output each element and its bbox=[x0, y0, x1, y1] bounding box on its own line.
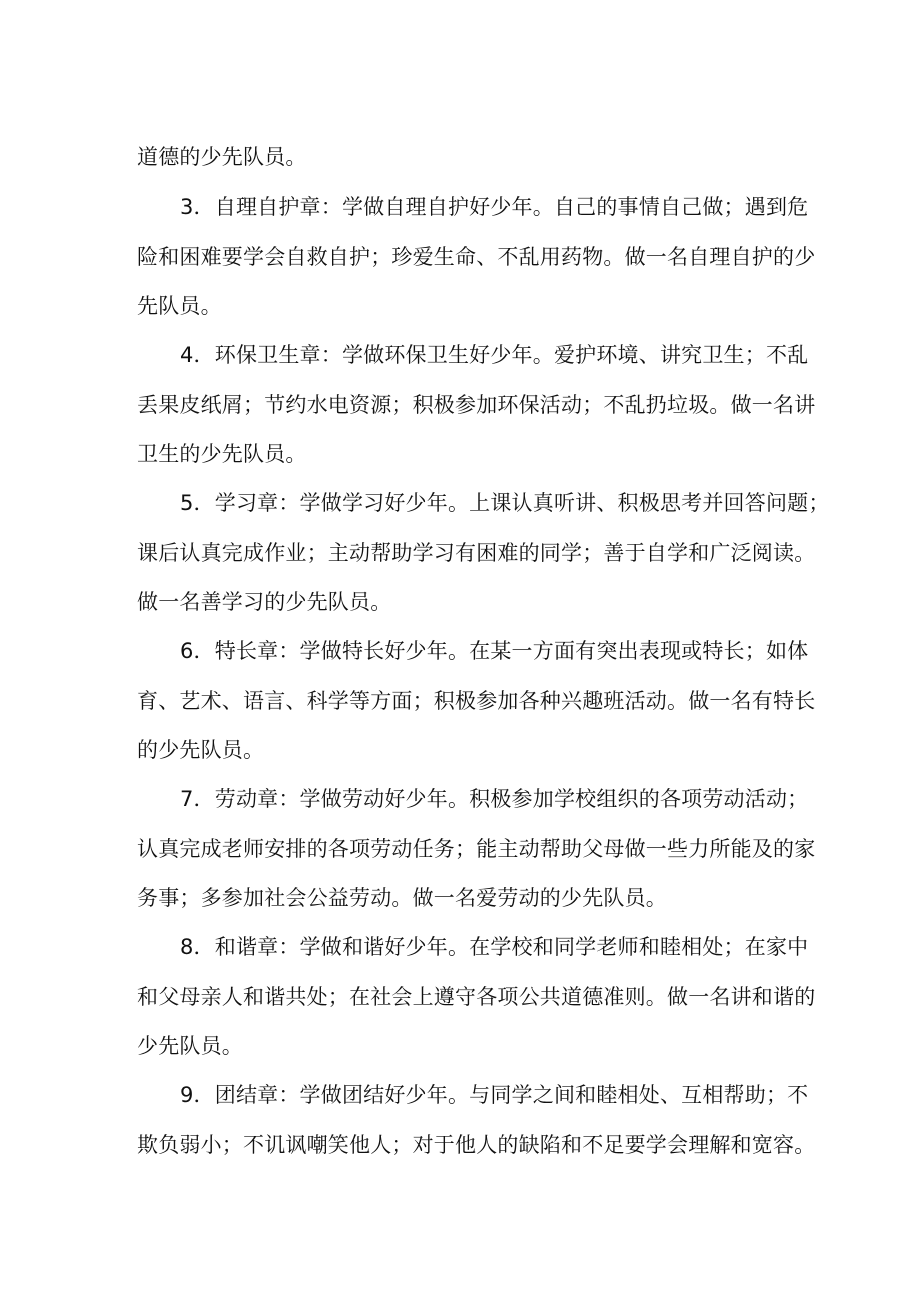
text-line: 少先队员。 bbox=[137, 1034, 243, 1058]
text-line: 课后认真完成作业；主动帮助学习有困难的同学；善于自学和广泛阅读。 bbox=[137, 541, 816, 565]
text-line: 欺负弱小；不讥讽嘲笑他人；对于他人的缺陷和不足要学会理解和宽容。 bbox=[137, 1133, 816, 1157]
text-line: 先队员。 bbox=[137, 294, 222, 318]
text-line: 3．自理自护章：学做自理自护好少年。自己的事情自己做；遇到危 bbox=[180, 195, 809, 219]
text-line: 务事；多参加社会公益劳动。做一名爱劳动的少先队员。 bbox=[137, 886, 667, 910]
text-line: 的少先队员。 bbox=[137, 738, 265, 762]
text-line: 认真完成老师安排的各项劳动任务；能主动帮助父母做一些力所能及的家 bbox=[137, 837, 816, 861]
text-line: 和父母亲人和谐共处；在社会上遵守各项公共道德准则。做一名讲和谐的 bbox=[137, 985, 816, 1009]
text-line: 8．和谐章：学做和谐好少年。在学校和同学老师和睦相处；在家中 bbox=[180, 935, 809, 959]
text-line: 育、艺术、语言、科学等方面；积极参加各种兴趣班活动。做一名有特长 bbox=[137, 689, 816, 713]
text-line: 做一名善学习的少先队员。 bbox=[137, 590, 392, 614]
text-line: 9．团结章：学做团结好少年。与同学之间和睦相处、互相帮助；不 bbox=[180, 1083, 809, 1107]
text-line: 丢果皮纸屑；节约水电资源；积极参加环保活动；不乱扔垃圾。做一名讲 bbox=[137, 393, 816, 417]
text-line: 5．学习章：学做学习好少年。上课认真听讲、积极思考并回答问题； bbox=[180, 491, 830, 515]
text-line: 6．特长章：学做特长好少年。在某一方面有突出表现或特长；如体 bbox=[180, 639, 809, 663]
text-line: 7．劳动章：学做劳动好少年。积极参加学校组织的各项劳动活动； bbox=[180, 787, 809, 811]
text-line: 4．环保卫生章：学做环保卫生好少年。爱护环境、讲究卫生；不乱 bbox=[180, 343, 809, 367]
text-line: 卫生的少先队员。 bbox=[137, 442, 307, 466]
text-line: 道德的少先队员。 bbox=[137, 145, 307, 169]
text-line: 险和困难要学会自救自护；珍爱生命、不乱用药物。做一名自理自护的少 bbox=[137, 245, 816, 269]
